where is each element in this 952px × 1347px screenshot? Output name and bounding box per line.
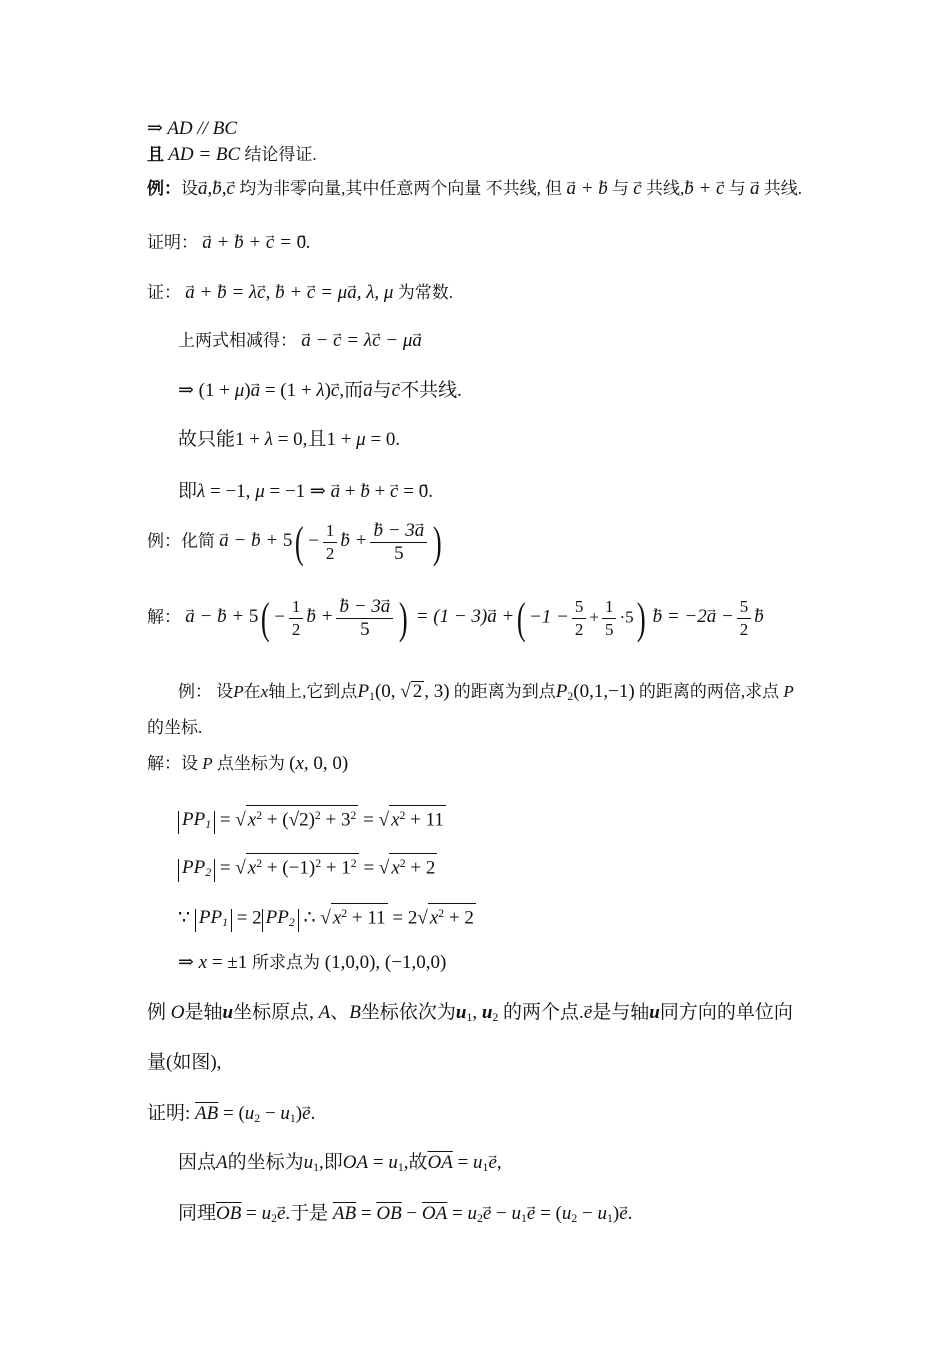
text: 上两式相减得： bbox=[178, 331, 297, 350]
text: 例：化简 bbox=[147, 531, 215, 551]
text: 所求点为 bbox=[252, 953, 321, 972]
line-prove-2: 证明: $\overline{AB} = (u_2 - u_1)\to e$. bbox=[147, 1103, 315, 1130]
text: 共线, bbox=[645, 179, 685, 198]
text: 因点 bbox=[178, 1152, 217, 1173]
text: 故只能 bbox=[178, 429, 236, 450]
text: 例： 设 bbox=[178, 682, 234, 701]
text: 证明: bbox=[147, 1103, 191, 1124]
line-example-3: 例 O是轴u坐标原点, A、B坐标依次为$u_1$, $u_2$ 的两个点.→ e是与轴u同方向的单位向 bbox=[147, 1002, 793, 1029]
line-subtract: 上两式相减得： → a − → c = λ→ c − μ→ a bbox=[178, 330, 422, 352]
text: 是与轴 bbox=[592, 1002, 650, 1023]
text: 是轴 bbox=[184, 1002, 223, 1023]
line-because: ∵ $PP_1 = 2$ $PP_2$ ∴ √ $x^2 + 11 = 2√$ $x^2 + 2$ bbox=[178, 903, 476, 932]
text: 为常数. bbox=[397, 283, 453, 302]
text: 例 bbox=[147, 1002, 167, 1023]
line-parallel bbox=[147, 118, 237, 140]
line-prove: 证明： → a + → b + → c = → 0. bbox=[147, 232, 311, 254]
proof-label: 证： bbox=[147, 283, 181, 302]
text: 即 bbox=[178, 481, 198, 502]
line-because-a: 因点A的坐标为$u_1$,即OA = $u_1$,故$\overline{OA} = u_1\to e$, bbox=[178, 1152, 502, 1179]
text: 解：设 bbox=[147, 754, 198, 773]
line-vector-figure bbox=[147, 1052, 221, 1074]
parallel-statement: ⇒ AD // BC bbox=[147, 118, 237, 139]
line-solution-2: 解：设 P 点坐标为 (x, 0, 0) bbox=[147, 753, 349, 774]
text: P bbox=[783, 682, 794, 701]
text: 轴上,它到点 bbox=[268, 682, 358, 701]
line-pp2: $PP_2$ = √ $x^2 + (-1)^2 + 1^2$ = √ $x^2 + 2$ bbox=[178, 853, 437, 882]
text: 与 bbox=[372, 380, 392, 401]
text: 坐标依次为 bbox=[360, 1002, 456, 1023]
text: 同理 bbox=[178, 1203, 217, 1224]
text: 于是 bbox=[290, 1203, 329, 1224]
line-solution: 解： → a − → b + 5( − $\frac{1}{2}$ → b + → $\frac{b - 3\to a}{5}$ ) = (1 − 3)→ a +( −1 − $\frac{5}{2}$ + $\frac{1}{5}$ ·5) → b = −2→ a − $\frac{5}{2}$ → b bbox=[147, 596, 764, 641]
text: 而 bbox=[344, 380, 364, 401]
text: 不共线. bbox=[400, 380, 462, 401]
conclusion-text: 结论得证. bbox=[244, 145, 317, 164]
text: 即 bbox=[323, 1152, 343, 1173]
text: 设 bbox=[181, 179, 198, 198]
prove-label: 证明： bbox=[147, 233, 198, 252]
line-proof: 证： → a + → b = λ→ c, → b + → c = μ→ a, λ, μ 为常数. bbox=[147, 282, 453, 304]
text: 与 bbox=[612, 179, 630, 198]
line-coordinate bbox=[147, 717, 202, 739]
and-label: 且 bbox=[147, 145, 164, 164]
text: 的距离的两倍,求点 bbox=[638, 682, 780, 701]
example-label: 例： bbox=[147, 179, 181, 198]
text: 与 bbox=[728, 179, 746, 198]
line-pp1: $PP_1$ = √ $x^2 + (√2)^2 + 3^2$ = √ $x^2 + 11$ bbox=[178, 805, 446, 834]
text: 的距离为到点 bbox=[453, 682, 556, 701]
line-example-1: 例：设→ a,→ b,→ c 均为非零向量,其中任意两个向量 不共线, 但 → a + → b 与 → c 共线,→ b + → c 与 → a 共线. bbox=[147, 178, 802, 200]
text: 同方向的单位向 bbox=[659, 1002, 793, 1023]
text: 均为非零向量,其中任意两个向量 不共线, 但 bbox=[239, 179, 563, 198]
text: 共线. bbox=[763, 179, 802, 198]
text: 坐标原点, bbox=[233, 1002, 314, 1023]
text: 且 bbox=[307, 429, 327, 450]
text: 的坐标. bbox=[147, 718, 203, 737]
text: 故 bbox=[408, 1152, 428, 1173]
line-result: ⇒ x = ±1 所求点为 (1,0,0), (−1,0,0) bbox=[178, 952, 447, 973]
text: 解： bbox=[147, 607, 181, 627]
text: 点坐标为 bbox=[216, 754, 285, 773]
line-simplify: 例：化简 → a − → b + 5( − $\frac{1}{2}$ → b + → $\frac{b - 3\to a}{5}$ ) bbox=[147, 520, 445, 565]
equal-statement: AD = BC bbox=[168, 144, 241, 165]
line-similarly: 同理$\overline{OB} = u_2\to e$.于是 $\overline{AB} = \overline{OB} - \overline{OA} = u_2\to e - u_1\to e = (u_2 - u_1)\to e$. bbox=[178, 1203, 632, 1230]
text: 的坐标为 bbox=[227, 1152, 304, 1173]
line-only: 故只能1 + λ = 0,且1 + μ = 0. bbox=[178, 429, 401, 450]
text: 在 bbox=[243, 682, 261, 701]
line-example-2: 例： 设P在x轴上,它到点$P_1(0$, √ 2 , 3) 的距离为到点$P_2(0,1,-1)$ 的距离的两倍,求点 P bbox=[178, 681, 794, 703]
text: 的两个点. bbox=[503, 1002, 584, 1023]
line-that-is: 即λ = −1, μ = −1 ⇒ → a + → b + → c = → 0. bbox=[178, 481, 433, 503]
line-conclusion bbox=[147, 144, 317, 166]
text: 量(如图), bbox=[147, 1052, 222, 1073]
line-implies: ⇒ (1 + μ)→ a = (1 + λ)→ c,而→ a与→ c不共线. bbox=[178, 380, 462, 402]
